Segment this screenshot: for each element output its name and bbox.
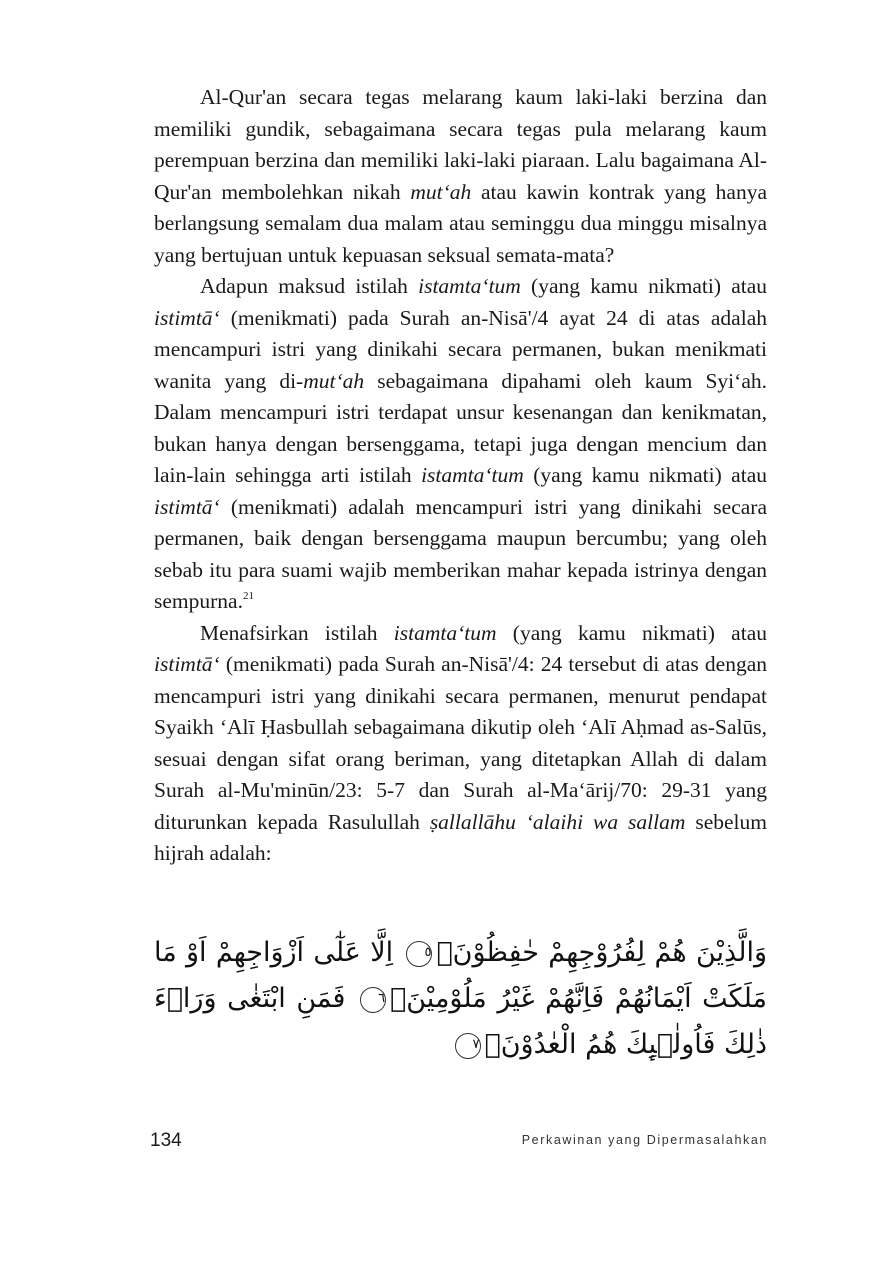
paragraph [154, 271, 767, 618]
italic-term: istimtā‘ [154, 652, 220, 676]
text-run: (menikmati) adalah mencampuri istri yang dinikahi secara permanen, baik dengan bersenggama maupun bercumbu; yang oleh sebab itu para suami wajib memberikan mahar kepada istrinya dengan sempurna. [154, 494, 767, 613]
italic-term: ṣallallāhu ‘alaihi wa sallam [429, 809, 686, 834]
ayah-number-marker: ٦ [360, 987, 386, 1013]
text-run: (yang kamu nikmati) atau [496, 620, 767, 645]
italic-term: mut‘ah [303, 368, 365, 393]
text-run: sebagaimana dipahami oleh kaum Syi‘ah. Dalam mencampuri istri terdapat unsur kesenangan dan kenikmatan, bukan hanya dengan bersenggama, tetapi juga dengan mencium dan lain-lain sehingga arti istilah [154, 368, 767, 487]
paragraph [154, 82, 767, 271]
text-run: Menafsirkan istilah [200, 620, 394, 645]
italic-term: istimtā‘ [154, 305, 220, 330]
running-title: Perkawinan yang Dipermasalahkan [521, 1133, 768, 1147]
ayah-text: وَالَّذِيْنَ هُمْ لِفُرُوْجِهِمْ حٰفِظُوْنَۙ [436, 937, 767, 968]
text-run: (yang kamu nikmati) atau [523, 463, 767, 487]
italic-term: istamta‘tum [418, 274, 521, 298]
text-run: (menikmati) pada Surah an-Nisā'/4 ayat 24 di atas adalah mencampuri istri yang dinikahi secara permanen, bukan menikmati wanita yang di- [154, 305, 767, 393]
footnote-ref: 21 [242, 590, 254, 602]
text-run: (menikmati) pada Surah an-Nisā'/4: 24 tersebut di atas dengan mencampuri istri yang dinikahi secara permanen, menurut pendapat Syaikh ‘Alī Ḥasbullah sebagaimana dikutip oleh ‘Alī Aḥmad as-Salūs, sesuai dengan sifat orang beriman, yang ditetapkan Allah di dalam Surah al-Mu'minūn/23: 5-7 dan Surah al-Ma‘ārij/70: 29-31 yang diturunkan kepada Rasulullah [154, 652, 767, 834]
text-run: Al-Qur'an secara tegas melarang kaum laki-laki berzina dan memiliki gundik, sebagaimana secara tegas pula melarang kaum perempuan berzina dan memiliki laki-laki piaraan. Lalu bagaimana Al-Qur'an membolehkan nikah [154, 85, 767, 204]
ayah-number-marker: ٧ [455, 1033, 481, 1059]
italic-term: istimtā‘ [154, 494, 220, 519]
paragraph [154, 618, 767, 870]
ayah-text: اِلَّا عَلٰٓى اَزْوَاجِهِمْ اَوْ مَا مَلَكَتْ اَيْمَانُهُمْ فَاِنَّهُمْ غَيْرُ مَلُوْمِيْنَۚ [154, 937, 767, 1014]
text-run: atau kawin kontrak yang hanya berlangsung semalam dua malam atau seminggu dua minggu misalnya yang bertujuan untuk kepuasan seksual semata-mata? [154, 179, 767, 267]
text-run: (yang kamu nikmati) atau [520, 274, 768, 298]
italic-term: istamta‘tum [393, 620, 497, 645]
ayah-text: فَمَنِ ابْتَغٰى وَرَاۤءَ ذٰلِكَ فَاُولٰۤىِٕكَ هُمُ الْعٰدُوْنَۚ [154, 983, 767, 1060]
page-number: 134 [150, 1130, 182, 1151]
ayah-number-marker: ٥ [406, 941, 432, 967]
text-run: Adapun maksud istilah [200, 274, 419, 298]
text-run: sebelum hijrah adalah: [154, 809, 767, 865]
quran-verses [154, 930, 767, 1068]
italic-term: istamta‘tum [421, 463, 524, 487]
italic-term: mut‘ah [410, 179, 472, 204]
body-text [154, 82, 767, 870]
